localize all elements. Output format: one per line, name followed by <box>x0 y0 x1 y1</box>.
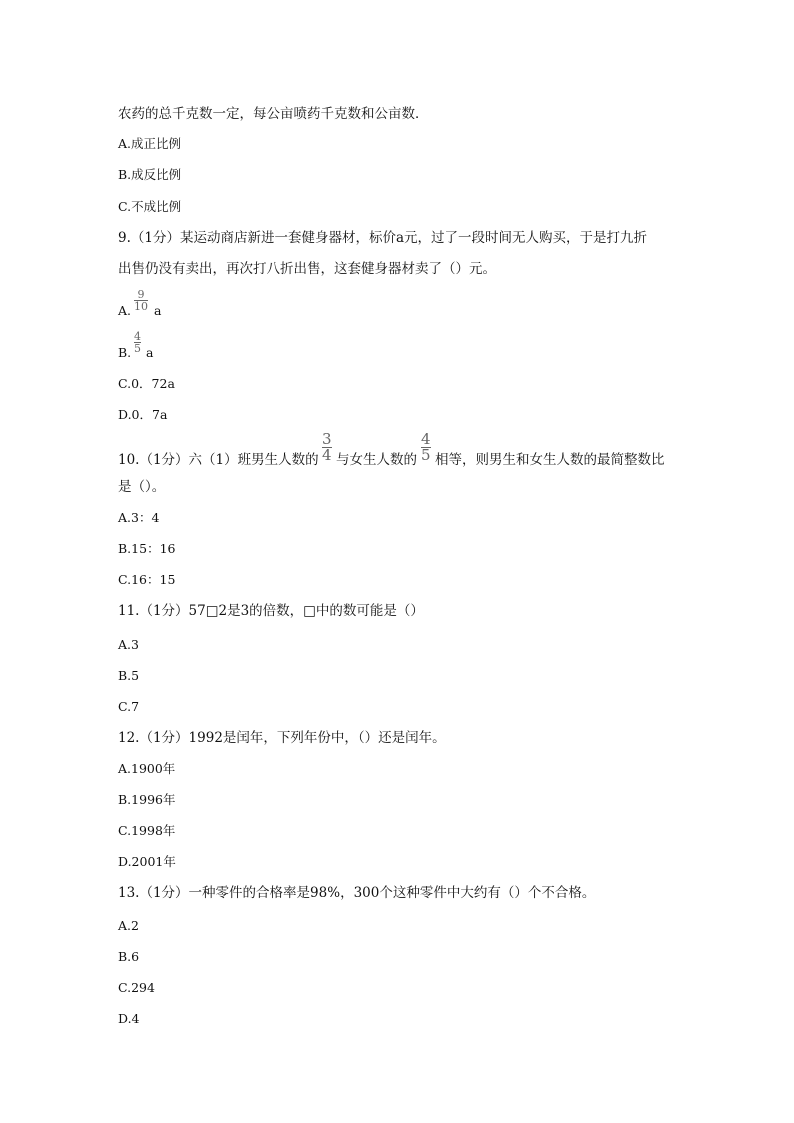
q10-option-b: B.15：16 <box>118 541 176 556</box>
q13-stem: 13.（1分）一种零件的合格率是98%，300个这种零件中大约有（）个不合格。 <box>118 885 596 901</box>
q11-option-a: A.3 <box>118 637 139 652</box>
q9-option-c: C.0．72a <box>118 376 175 391</box>
q8-option-a: A.成正比例 <box>118 136 182 151</box>
q11-option-c: C.7 <box>118 699 140 714</box>
q9-option-d: D.0．7a <box>118 407 168 422</box>
q12-stem: 12.（1分）1992是闰年，下列年份中，（）还是闰年。 <box>118 730 446 746</box>
q10-option-a: A.3：4 <box>118 510 160 525</box>
q8-option-b: B.成反比例 <box>118 167 182 182</box>
fraction-denominator: 5 <box>134 342 141 355</box>
q10-fraction-four-fifths <box>421 432 431 463</box>
q13-option-a: A.2 <box>118 918 139 933</box>
q12-option-b: B.1996年 <box>118 792 176 807</box>
q9-option-b-prefix: B. <box>118 345 132 360</box>
q12-option-a: A.1900年 <box>118 761 176 776</box>
q9-option-b-variable: a <box>146 345 154 360</box>
q10-fraction-three-quarters <box>322 432 332 463</box>
q9-stem-line2: 出售仍没有卖出，再次打八折出售，这套健身器材卖了（）元。 <box>118 261 496 277</box>
q9-option-a-variable: a <box>154 303 162 318</box>
q10-stem-line2: 是（）。 <box>118 479 166 495</box>
fraction-numerator: 4 <box>421 430 431 448</box>
fraction-denominator: 5 <box>421 446 431 464</box>
fraction-numerator: 9 <box>137 288 145 301</box>
fraction-numerator: 3 <box>322 430 332 448</box>
q13-option-c: C.294 <box>118 980 155 995</box>
fraction-denominator: 10 <box>134 300 148 313</box>
q11-stem: 11.（1分）57□2是3的倍数，□中的数可能是（） <box>118 603 424 619</box>
q9-option-a-fraction <box>134 289 148 312</box>
q13-option-d: D.4 <box>118 1011 140 1026</box>
q10-option-c: C.16：15 <box>118 572 176 587</box>
q10-stem-part2: 与女生人数的 <box>336 452 417 468</box>
q10-stem-part3: 相等，则男生和女生人数的最简整数比 <box>435 452 665 468</box>
q11-option-b: B.5 <box>118 668 140 683</box>
q12-option-c: C.1998年 <box>118 823 176 838</box>
q9-stem-line1: 9.（1分）某运动商店新进一套健身器材，标价a元，过了一段时间无人购买，于是打九折 <box>118 230 648 246</box>
q9-option-b-fraction <box>134 331 141 354</box>
q8-stem: 农药的总千克数一定，每公亩喷药千克数和公亩数． <box>118 106 429 122</box>
q8-option-c: C.不成比例 <box>118 199 182 214</box>
q13-option-b: B.6 <box>118 949 140 964</box>
q9-option-a-prefix: A. <box>118 303 132 318</box>
fraction-denominator: 4 <box>322 446 332 464</box>
q10-stem-part1: 10.（1分）六（1）班男生人数的 <box>118 452 319 468</box>
q12-option-d: D.2001年 <box>118 854 176 869</box>
fraction-numerator: 4 <box>134 330 141 343</box>
